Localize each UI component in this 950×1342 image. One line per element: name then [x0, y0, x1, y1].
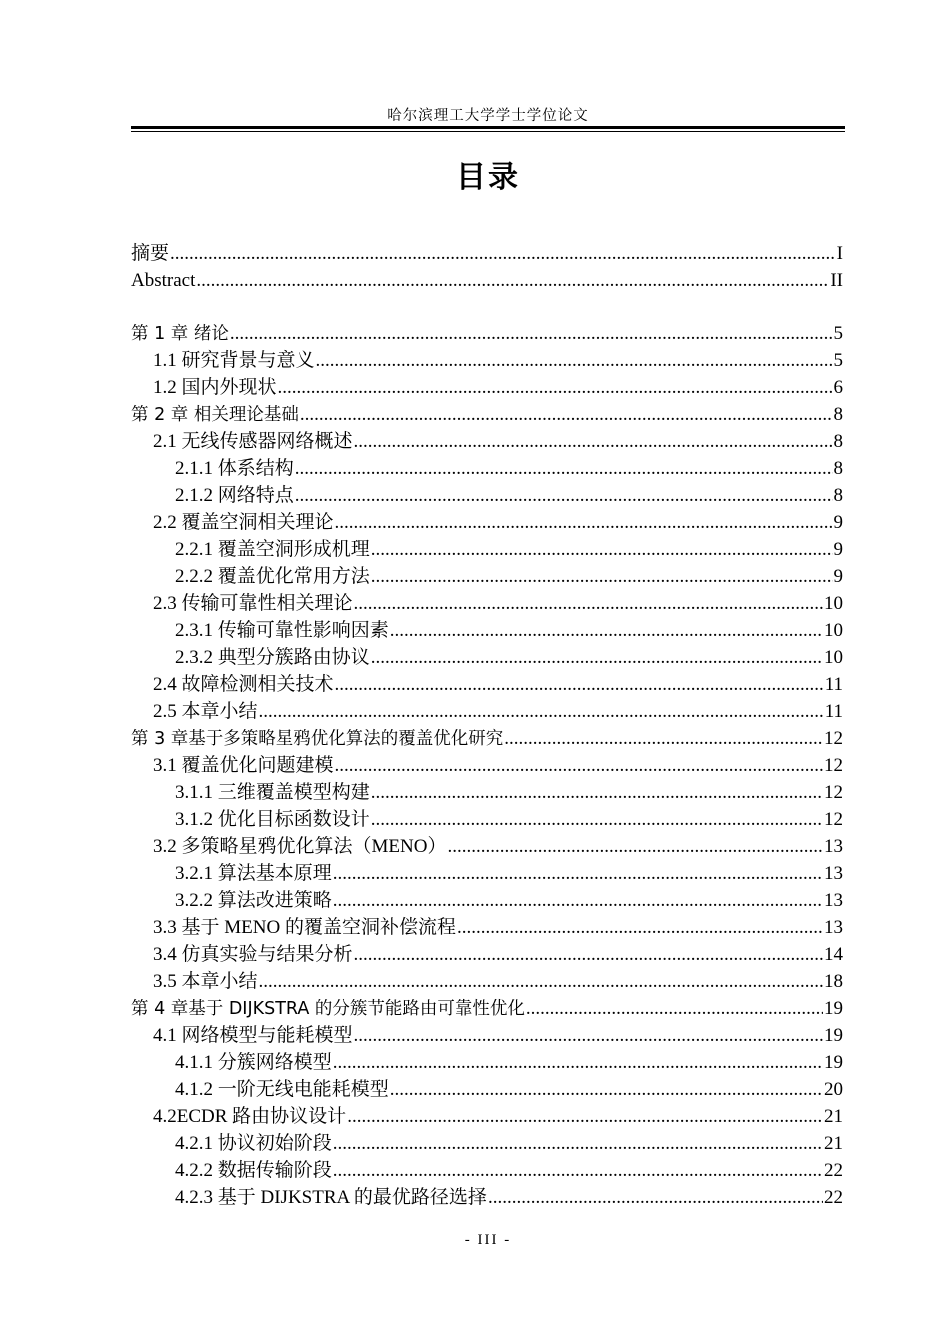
toc-entry[interactable]	[131, 482, 843, 509]
toc-entry-page-number: 8	[833, 404, 843, 425]
toc-entry[interactable]	[131, 914, 843, 941]
toc-entry-page-number: 20	[824, 1079, 843, 1100]
toc-entry[interactable]	[131, 590, 843, 617]
toc-entry-label: 3.1.2 优化目标函数设计	[175, 809, 370, 830]
toc-entry-page-number: 13	[824, 917, 843, 938]
toc-dot-leader	[371, 779, 823, 806]
running-header: 哈尔滨理工大学学士学位论文	[387, 108, 589, 124]
toc-entry-page-number: 22	[824, 1160, 843, 1181]
toc-entry[interactable]	[131, 455, 843, 482]
toc-entry[interactable]	[131, 698, 843, 725]
toc-dot-leader	[316, 347, 833, 374]
toc-entry-page-number: 10	[824, 647, 843, 668]
toc-entry[interactable]	[131, 374, 843, 401]
toc-dot-leader	[333, 1049, 823, 1076]
toc-entry-page-number: 8	[833, 485, 843, 506]
toc-dot-leader	[371, 644, 823, 671]
toc-entry-page-number: II	[830, 270, 843, 291]
toc-entry[interactable]	[131, 671, 843, 698]
toc-dot-leader	[371, 806, 823, 833]
toc-entry-label: 4.2.2 数据传输阶段	[175, 1160, 332, 1181]
toc-entry[interactable]	[131, 563, 843, 590]
toc-entry-page-number: 12	[824, 782, 843, 803]
toc-entry-page-number: 13	[824, 836, 843, 857]
header-rule-thin	[131, 131, 845, 132]
toc-entry-page-number: 12	[824, 728, 843, 749]
toc-entry-label: 4.1.1 分簇网络模型	[175, 1052, 332, 1073]
toc-entry[interactable]	[131, 240, 843, 267]
toc-dot-leader	[354, 1022, 823, 1049]
toc-entry[interactable]	[131, 267, 843, 294]
toc-entry-page-number: 19	[824, 1025, 843, 1046]
toc-dot-leader	[170, 240, 836, 267]
toc-entry-label: 2.5 本章小结	[153, 701, 258, 722]
toc-entry[interactable]	[131, 347, 843, 374]
toc-entry-page-number: 10	[824, 620, 843, 641]
toc-entry-label: 4.2.3 基于 DIJKSTRA 的最优路径选择	[175, 1187, 487, 1208]
toc-entry-page-number: 9	[833, 539, 843, 560]
toc-entry-label: 1.1 研究背景与意义	[153, 350, 315, 371]
toc-entry-label: 2.1.1 体系结构	[175, 458, 294, 479]
toc-entry[interactable]	[131, 1130, 843, 1157]
toc-entry-page-number: 12	[824, 809, 843, 830]
toc-dot-leader	[335, 752, 823, 779]
table-of-contents	[131, 240, 843, 1211]
toc-entry-label: 3.2.2 算法改进策略	[175, 890, 332, 911]
toc-entry[interactable]	[131, 968, 843, 995]
toc-entry-label: 3.5 本章小结	[153, 971, 258, 992]
toc-dot-leader	[333, 860, 823, 887]
toc-entry-page-number: 8	[833, 458, 843, 479]
toc-entry[interactable]	[131, 644, 843, 671]
toc-entry-label: 第 2 章 相关理论基础	[131, 405, 299, 425]
toc-entry-label: 4.1.2 一阶无线电能耗模型	[175, 1079, 389, 1100]
toc-entry-label: 2.1.2 网络特点	[175, 485, 294, 506]
toc-entry[interactable]	[131, 1184, 843, 1211]
toc-entry-page-number: 19	[824, 1052, 843, 1073]
toc-entry[interactable]	[131, 617, 843, 644]
toc-entry-label: 1.2 国内外现状	[153, 377, 277, 398]
toc-dot-leader	[295, 455, 833, 482]
toc-dot-leader	[259, 968, 823, 995]
toc-entry-label: 3.4 仿真实验与结果分析	[153, 944, 353, 965]
toc-entry-page-number: 5	[833, 350, 843, 371]
toc-dot-leader	[333, 1130, 823, 1157]
toc-entry-label: 2.1 无线传感器网络概述	[153, 431, 353, 452]
toc-dot-leader	[526, 995, 823, 1022]
toc-dot-leader	[354, 941, 823, 968]
toc-dot-leader	[354, 590, 823, 617]
toc-entry[interactable]	[131, 428, 843, 455]
toc-entry-page-number: 22	[824, 1187, 843, 1208]
toc-dot-leader	[371, 563, 833, 590]
toc-dot-leader	[447, 833, 823, 860]
toc-entry-page-number: 8	[833, 431, 843, 452]
toc-entry-page-number: 19	[824, 998, 843, 1019]
toc-entry[interactable]	[131, 860, 843, 887]
toc-entry-page-number: 10	[824, 593, 843, 614]
toc-entry-page-number: 13	[824, 863, 843, 884]
toc-dot-leader	[300, 401, 833, 428]
toc-entry-page-number: 13	[824, 890, 843, 911]
toc-dot-leader	[488, 1184, 823, 1211]
toc-entry-label: 3.2 多策略星鸦优化算法（MENO）	[153, 836, 447, 857]
toc-entry[interactable]	[131, 806, 843, 833]
toc-entry-page-number: 9	[833, 566, 843, 587]
toc-dot-leader	[333, 1157, 823, 1184]
toc-entry-label: 3.1 覆盖优化问题建模	[153, 755, 334, 776]
toc-entry[interactable]	[131, 752, 843, 779]
toc-entry-page-number: 21	[824, 1106, 843, 1127]
toc-entry-label: 2.3.1 传输可靠性影响因素	[175, 620, 389, 641]
toc-entry-label: 3.2.1 算法基本原理	[175, 863, 332, 884]
toc-entry[interactable]	[131, 536, 843, 563]
toc-entry-label: 3.1.1 三维覆盖模型构建	[175, 782, 370, 803]
page-title: 目录	[456, 160, 520, 195]
toc-entry-page-number: 6	[833, 377, 843, 398]
toc-entry-label: 3.3 基于 MENO 的覆盖空洞补偿流程	[153, 917, 456, 938]
toc-dot-leader	[196, 267, 829, 294]
toc-entry-page-number: 5	[833, 323, 843, 344]
toc-entry-label: 2.2 覆盖空洞相关理论	[153, 512, 334, 533]
page-number: - III -	[464, 1232, 512, 1248]
toc-entry-label: 4.1 网络模型与能耗模型	[153, 1025, 353, 1046]
toc-entry-label: 第 1 章 绪论	[131, 324, 229, 344]
toc-entry[interactable]	[131, 941, 843, 968]
toc-entry[interactable]	[131, 1076, 843, 1103]
toc-entry[interactable]	[131, 509, 843, 536]
toc-dot-leader	[295, 482, 833, 509]
toc-entry[interactable]	[131, 995, 843, 1022]
toc-dot-leader	[259, 698, 824, 725]
toc-entry[interactable]	[131, 1049, 843, 1076]
toc-entry-label: 第 3 章基于多策略星鸦优化算法的覆盖优化研究	[131, 729, 504, 749]
toc-dot-leader	[335, 671, 824, 698]
toc-entry[interactable]	[131, 779, 843, 806]
toc-entry-label: 摘要	[131, 243, 170, 264]
toc-entry-label: 第 4 章基于 DIJKSTRA 的分簇节能路由可靠性优化	[131, 999, 525, 1019]
toc-dot-leader	[335, 509, 833, 536]
toc-dot-leader	[354, 428, 833, 455]
toc-entry-label: 2.3.2 典型分簇路由协议	[175, 647, 370, 668]
toc-entry-page-number: 9	[833, 512, 843, 533]
header-rule-thick	[131, 126, 845, 129]
toc-entry-label: Abstract	[131, 270, 196, 291]
toc-dot-leader	[390, 617, 823, 644]
toc-entry[interactable]	[131, 1103, 843, 1130]
toc-dot-leader	[371, 536, 833, 563]
toc-dot-leader	[278, 374, 833, 401]
toc-entry[interactable]	[131, 833, 843, 860]
toc-dot-leader	[457, 914, 823, 941]
toc-entry-label: 4.2ECDR 路由协议设计	[153, 1106, 347, 1127]
toc-entry-page-number: 21	[824, 1133, 843, 1154]
toc-dot-leader	[230, 320, 833, 347]
toc-dot-leader	[504, 725, 823, 752]
toc-entry-page-number: 11	[824, 701, 843, 722]
toc-entry-page-number: 14	[824, 944, 843, 965]
toc-entry-label: 4.2.1 协议初始阶段	[175, 1133, 332, 1154]
toc-entry-label: 2.2.1 覆盖空洞形成机理	[175, 539, 370, 560]
toc-dot-leader	[347, 1103, 823, 1130]
toc-entry[interactable]	[131, 401, 843, 428]
toc-dot-leader	[390, 1076, 823, 1103]
toc-entry-page-number: 18	[824, 971, 843, 992]
toc-entry[interactable]	[131, 1022, 843, 1049]
toc-entry[interactable]	[131, 320, 843, 347]
toc-entry-label: 2.3 传输可靠性相关理论	[153, 593, 353, 614]
toc-entry-label: 2.4 故障检测相关技术	[153, 674, 334, 695]
toc-entry[interactable]	[131, 1157, 843, 1184]
toc-entry[interactable]	[131, 725, 843, 752]
toc-entry-page-number: 11	[824, 674, 843, 695]
toc-entry-label: 2.2.2 覆盖优化常用方法	[175, 566, 370, 587]
toc-entry-page-number: 12	[824, 755, 843, 776]
toc-dot-leader	[333, 887, 823, 914]
toc-entry[interactable]	[131, 887, 843, 914]
toc-entry-page-number: I	[836, 243, 843, 264]
